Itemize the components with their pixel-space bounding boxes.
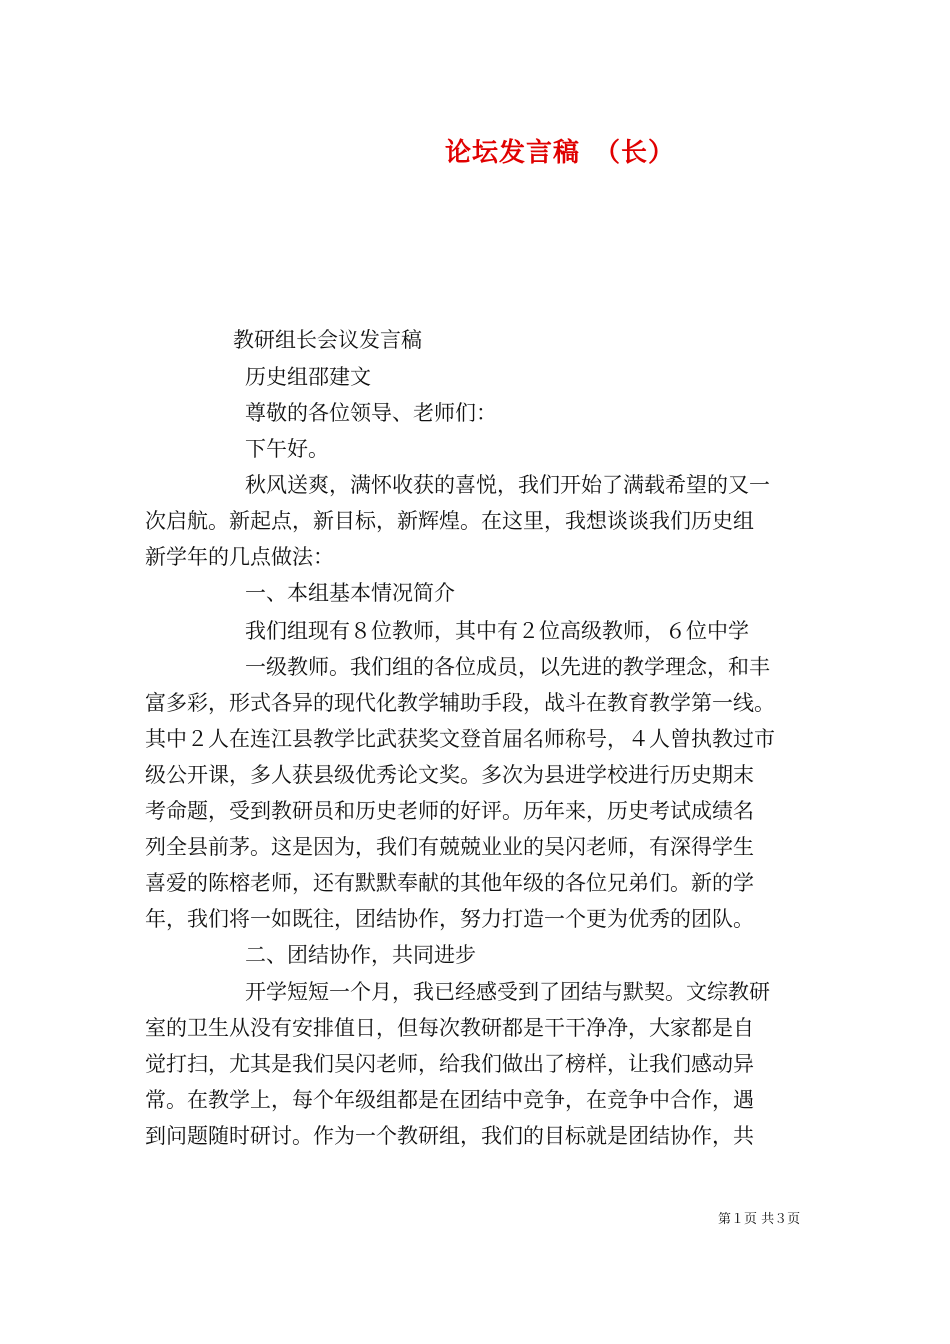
paragraph-line: 级公开课，多人获县级优秀论文奖。多次为县进学校进行历史期末 <box>145 763 754 787</box>
paragraph-line: 列全县前茅。这是因为，我们有兢兢业业的吴闪老师，有深得学生 <box>145 835 754 859</box>
paragraph-line: 其中２人在连江县教学比武获奖文登首届名师称号，４人曾执教过市 <box>145 727 775 751</box>
heading-line: 教研组长会议发言稿 <box>233 328 422 352</box>
author-line: 历史组邵建文 <box>245 365 371 389</box>
page-number: 第１页 共３页 <box>718 1212 801 1227</box>
section-heading: 二、团结协作，共同进步 <box>245 943 476 967</box>
paragraph-line: 到问题随时研讨。作为一个教研组，我们的目标就是团结协作，共 <box>145 1124 754 1148</box>
paragraph-line: 次启航。新起点，新目标，新辉煌。在这里，我想谈谈我们历史组 <box>145 509 754 533</box>
section-heading: 一、本组基本情况简介 <box>245 581 455 605</box>
paragraph-line: 年，我们将一如既往，团结协作，努力打造一个更为优秀的团队。 <box>145 907 754 931</box>
paragraph-line: 秋风送爽，满怀收获的喜悦，我们开始了满载希望的又一 <box>245 473 770 497</box>
paragraph-line: 喜爱的陈榕老师，还有默默奉献的其他年级的各位兄弟们。新的学 <box>145 871 754 895</box>
paragraph-line: 常。在教学上，每个年级组都是在团结中竞争，在竞争中合作，遇 <box>145 1088 754 1112</box>
paragraph-line: 我们组现有８位教师，其中有２位高级教师，６位中学 <box>245 619 749 643</box>
salutation-line: 尊敬的各位领导、老师们： <box>245 401 497 425</box>
document-title: 论坛发言稿 （长） <box>444 138 675 168</box>
paragraph-line: 富多彩，形式各异的现代化教学辅助手段，战斗在教育教学第一线。 <box>145 691 775 715</box>
paragraph-line: 开学短短一个月，我已经感受到了团结与默契。文综教研 <box>245 980 770 1004</box>
paragraph-line: 一级教师。我们组的各位成员，以先进的教学理念，和丰 <box>245 655 770 679</box>
paragraph-line: 室的卫生从没有安排值日，但每次教研都是干干净净，大家都是自 <box>145 1016 754 1040</box>
paragraph-line: 考命题，受到教研员和历史老师的好评。历年来，历史考试成绩名 <box>145 799 754 823</box>
paragraph-line: 新学年的几点做法： <box>145 545 334 569</box>
paragraph-line: 觉打扫，尤其是我们吴闪老师，给我们做出了榜样，让我们感动异 <box>145 1052 754 1076</box>
greeting-line: 下午好。 <box>245 437 329 461</box>
